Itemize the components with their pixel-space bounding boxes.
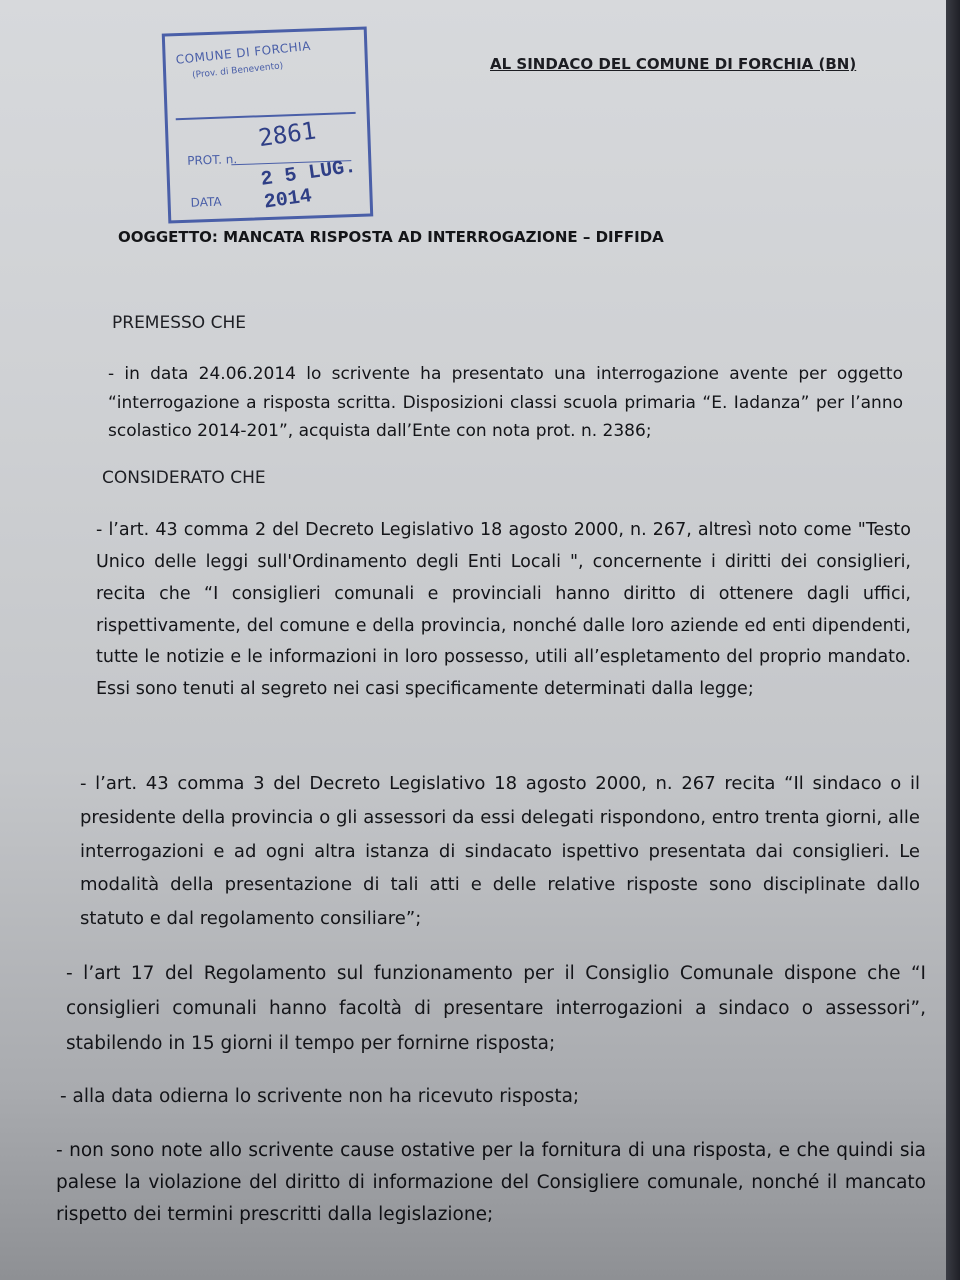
stamp-protocol-label: PROT. n. bbox=[186, 152, 238, 168]
subject-line: OOGGETTO: MANCATA RISPOSTA AD INTERROGAZIONE – DIFFIDA bbox=[118, 228, 664, 246]
stamp-protocol-number: 2861 bbox=[256, 116, 318, 153]
stamp-provincia: (Prov. di Benevento) bbox=[191, 61, 284, 81]
stamp-divider bbox=[176, 112, 356, 120]
page-shadow bbox=[946, 0, 960, 1280]
stamp-date-value: 2 5 LUG. 2014 bbox=[259, 155, 358, 215]
considerato-paragraph: - alla data odierna lo scrivente non ha ricevuto risposta; bbox=[60, 1086, 580, 1107]
considerato-paragraph: - non sono note allo scrivente cause ostative per la fornitura di una risposta, e che quindi sia palese la violazione del diritto di informazione del Consigliere comunale, nonché il mancato rispetto dei termini prescritti dalla legislazione; bbox=[56, 1140, 926, 1225]
stamp-comune: COMUNE DI FORCHIA bbox=[175, 38, 312, 67]
premesso-paragraph: - in data 24.06.2014 lo scrivente ha presentato una interrogazione avente per oggetto “interrogazione a risposta scritta. Disposizioni classi scuola primaria “E. Iadanza” per l’anno scolastico 2014-201”, acquista dall’Ente con nota prot. n. 2386; bbox=[108, 364, 903, 442]
considerato-paragraph: - l’art. 43 comma 2 del Decreto Legislativo 18 agosto 2000, n. 267, altresì noto come "Testo Unico delle leggi sull'Ordinamento degli Enti Locali ", concernente i diritti dei consiglieri, recita che “I consiglieri comunali e provinciali hanno diritto di ottenere dagli uffici, rispettivamente, del comune e della provincia, nonché dalle loro aziende ed enti dipendenti, tutte le notizie e le informazioni in loro possesso, utili all’espletamento del proprio mandato. Essi sono tenuti al segreto nei casi specificamente determinati dalla legge; bbox=[96, 520, 911, 700]
considerato-paragraph: - l’art. 43 comma 3 del Decreto Legislativo 18 agosto 2000, n. 267 recita “Il sindaco o il presidente della provincia o gli assessori da essi delegati rispondono, entro trenta giorni, alle interrogazioni e ad ogni altra istanza di sindacato ispettivo presentata dai consiglieri. Le modalità della presentazione di tali atti e delle relative risposte sono disciplinate dallo statuto e dal regolamento consiliare”; bbox=[80, 773, 920, 930]
considerato-heading: CONSIDERATO CHE bbox=[102, 468, 266, 488]
premesso-heading: PREMESSO CHE bbox=[112, 313, 246, 333]
protocol-stamp bbox=[162, 26, 374, 223]
addressee: AL SINDACO DEL COMUNE DI FORCHIA (BN) bbox=[490, 55, 857, 73]
stamp-date-label: DATA bbox=[190, 194, 222, 210]
considerato-paragraph: - l’art 17 del Regolamento sul funzionamento per il Consiglio Comunale dispone che “I consiglieri comunali hanno facoltà di presentare interrogazioni a sindaco o assessori”, stabilendo in 15 giorni il tempo per fornirne risposta; bbox=[66, 963, 926, 1055]
